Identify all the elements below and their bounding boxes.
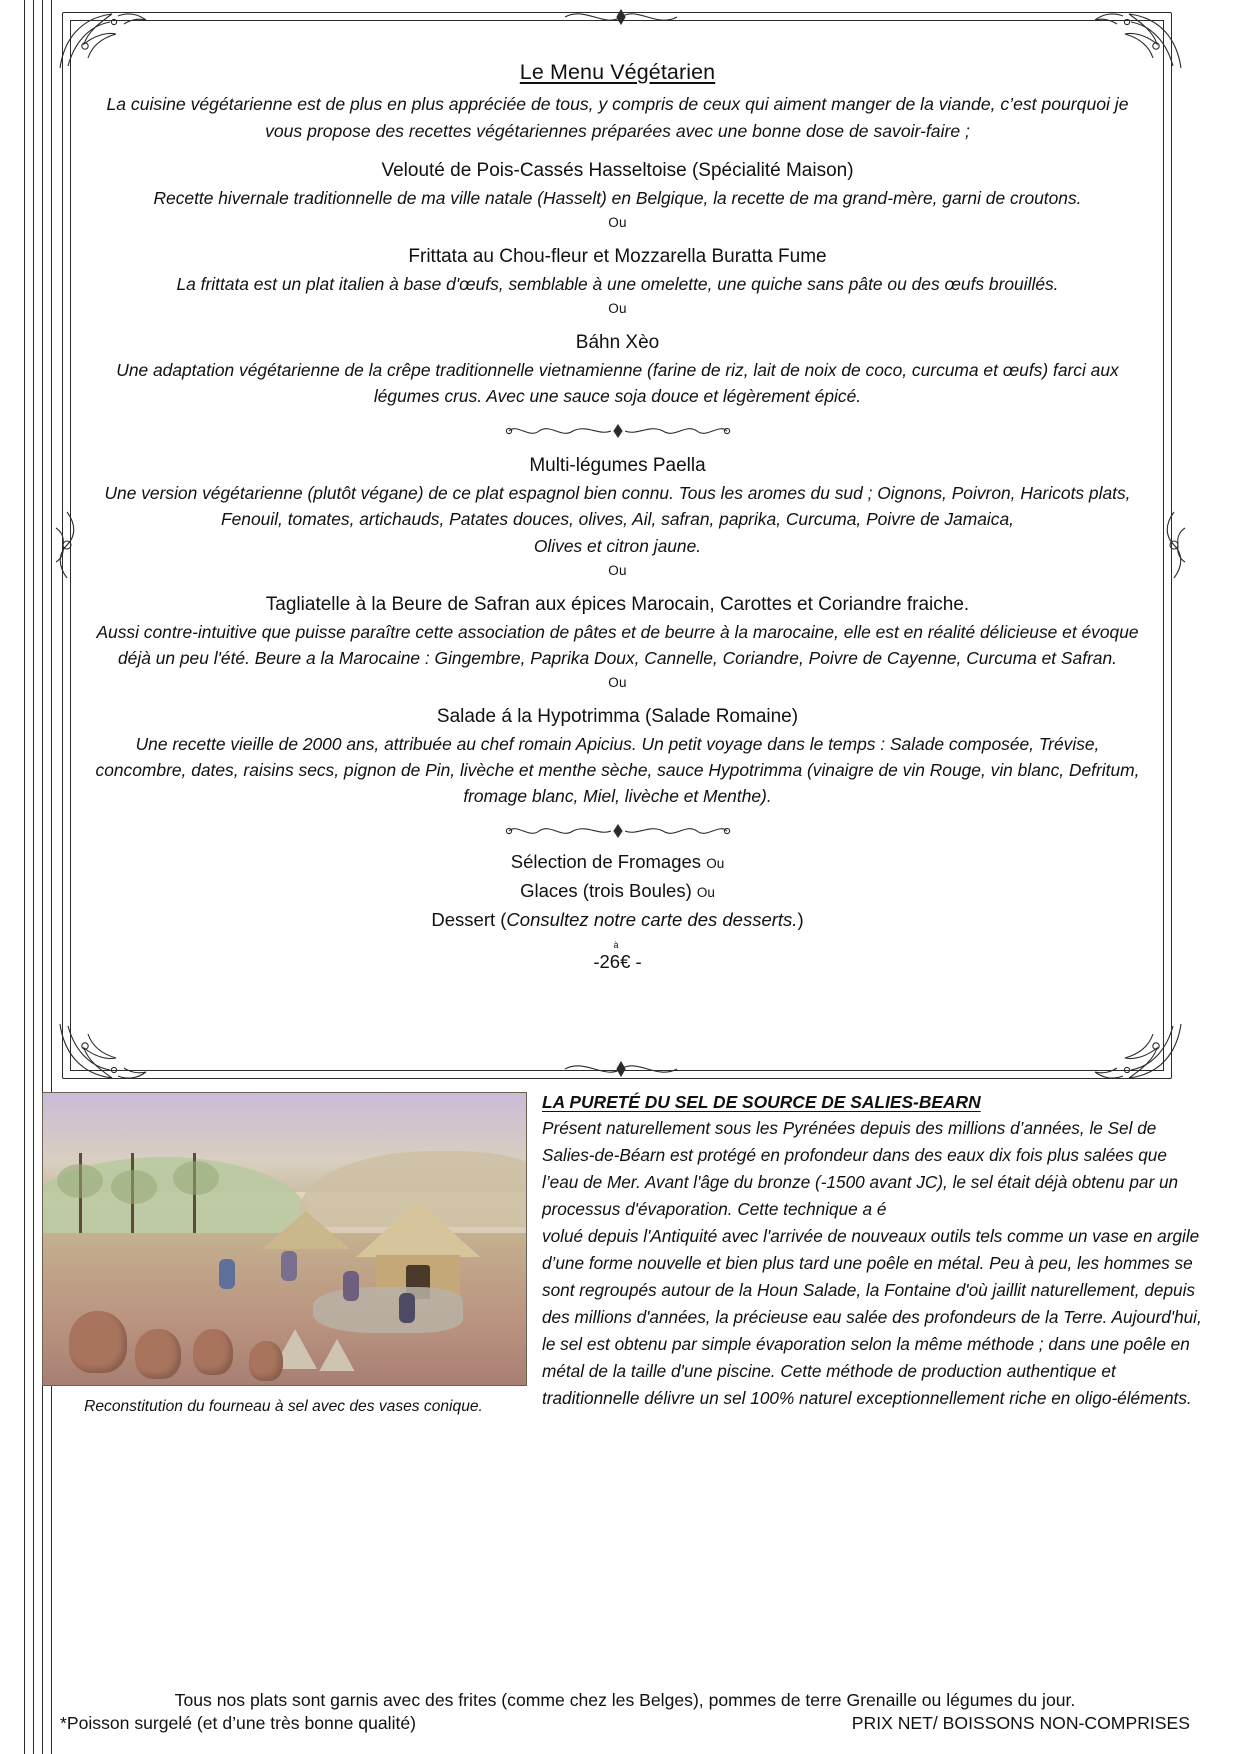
- or-separator: Ou: [608, 215, 627, 231]
- course-name: Multi-légumes Paella: [529, 454, 706, 476]
- margin-rule-1: [24, 0, 25, 1754]
- margin-rule-4: [51, 0, 52, 1754]
- course-description: Une version végétarienne (plutôt végane) de ce plat espagnol bien connu. Tous les aromes du sud ; Oignons, Poivron, Haricots plats, Fenouil, tomates, artichauds, Patates douces, olives, Ail, safran, paprika, Curcuma, Poivre de Jamaica,: [104, 482, 1131, 529]
- ice-cream-label: Glaces (trois Boules): [520, 879, 692, 901]
- course-description: Aussi contre-intuitive que puisse paraître cette association de pâtes et de beurre à la marocaine, elle est en réalité délicieuse et évoque déjà un peu l'été. Beure a la Marocaine : Gingembre, Paprika Doux, Cannelle, Coriandre, Poivre de Cayenne, Curcuma et Safran.: [96, 621, 1139, 668]
- salt-heading: LA PURETÉ DU SEL DE SOURCE DE SALIES-BEARN: [542, 1092, 981, 1112]
- section-divider-icon: [503, 423, 733, 439]
- or-separator: Ou: [696, 884, 715, 900]
- cheese-label: Sélection de Fromages: [510, 850, 702, 872]
- course-name: Velouté de Pois-Cassés Hasseltoise (Spécialité Maison): [381, 160, 854, 182]
- salt-text-block: [542, 1092, 1202, 1412]
- course-description: Recette hivernale traditionnelle de ma ville natale (Hasselt) en Belgique, la recette de ma grand-mère, garni de croutons.: [153, 188, 1082, 209]
- course-description: Une adaptation végétarienne de la crêpe traditionnelle vietnamienne (farine de riz, lait de noix de coco, curcuma et œufs) farci aux légumes crus. Avec une sauce soja douce et légèrement épicé.: [116, 359, 1119, 406]
- course-name: Salade á la Hypotrimma (Salade Romaine): [436, 705, 799, 727]
- or-separator: Ou: [608, 674, 627, 690]
- or-separator: Ou: [608, 562, 627, 578]
- course-name: Frittata au Chou-fleur et Mozzarella Buratta Fume: [408, 246, 827, 268]
- course-description-extra: Olives et citron jaune.: [533, 535, 702, 556]
- price-superscript: à: [613, 940, 619, 951]
- or-separator: Ou: [706, 855, 725, 871]
- or-separator: Ou: [608, 301, 627, 317]
- photo-caption: Reconstitution du fourneau à sel avec des vases conique.: [84, 1398, 483, 1415]
- page-footer: [60, 1690, 1190, 1734]
- photo-block: [42, 1092, 525, 1419]
- footer-left-note: *Poisson surgelé (et d’une très bonne qualité): [60, 1713, 417, 1733]
- ice-cream-course: [80, 878, 1155, 905]
- course-description: Une recette vieille de 2000 ans, attribuée au chef romain Apicius. Un petit voyage dans le temps : Salade composée, Trévise, concombre, dates, raisins secs, pignon de Pin, livèche et menthe sèche, sauce Hypotrimma (vinaigre de vin Rouge, vin blanc, Defritum, fromage blanc, Miel, livèche et Menthe).: [95, 733, 1140, 806]
- dessert-course: [80, 907, 1155, 934]
- salt-furnace-illustration: [42, 1092, 527, 1386]
- menu-intro: La cuisine végétarienne est de plus en plus appréciée de tous, y compris de ceux qui aiment manger de la viande, c’est pourquoi je vous propose des recettes végétariennes préparées avec une bonne dose de savoir-faire ;: [106, 94, 1129, 141]
- course-name: Báhn Xèo: [575, 332, 660, 354]
- footer-right-note: PRIX NET/ BOISSONS NON-COMPRISES: [851, 1713, 1190, 1733]
- price-value: -26€ -: [593, 951, 642, 973]
- footer-note: Tous nos plats sont garnis avec des frites (comme chez les Belges), pommes de terre Grenaille ou légumes du jour.: [174, 1690, 1076, 1710]
- course-description: La frittata est un plat italien à base d'œufs, semblable à une omelette, une quiche sans pâte ou des œufs brouillés.: [176, 273, 1059, 294]
- dessert-suffix: ): [797, 908, 804, 930]
- salt-paragraph-2: volué depuis l'Antiquité avec l'arrivée de nouveaux outils tels comme un vase en argile d’une forme nouvelle et bien plus tard une poêle en métal. Peu à peu, les hommes se sont regroupés autour de la Houn Salade, la Fontaine d'où jaillit naturellement, depuis des millions d'années, la précieuse eau salée des profondeurs de la Terre. Aujourd'hui, le sel est obtenu par simple évaporation selon la même méthode ; dans une poêle en métal de la taille d'une piscine. Cette méthode de production authentique et traditionnelle délivre un sel 100% naturel exceptionnellement riche en oligo-éléments.: [542, 1226, 1202, 1408]
- margin-rule-3: [42, 0, 43, 1754]
- dessert-note: Consultez notre carte des desserts.: [506, 908, 798, 930]
- page-title: Le Menu Végétarien: [519, 60, 716, 84]
- menu-content: [80, 60, 1155, 973]
- section-divider-icon: [503, 823, 733, 839]
- salt-paragraph-1: Présent naturellement sous les Pyrénées depuis des millions d’années, le Sel de Salies-de-Béarn est protégé en profondeur dans des eaux dix fois plus salées que l’eau de Mer. Avant l'âge du bronze (-1500 avant JC), le sel était déjà obtenu par un processus d'évaporation. Cette technique a é: [542, 1118, 1179, 1219]
- dessert-prefix: Dessert (: [431, 908, 507, 930]
- menu-price: [80, 940, 1155, 973]
- margin-rule-2: [33, 0, 34, 1754]
- cheese-course: [80, 849, 1155, 876]
- course-name: Tagliatelle à la Beure de Safran aux épices Marocain, Carottes et Coriandre fraiche.: [265, 593, 970, 615]
